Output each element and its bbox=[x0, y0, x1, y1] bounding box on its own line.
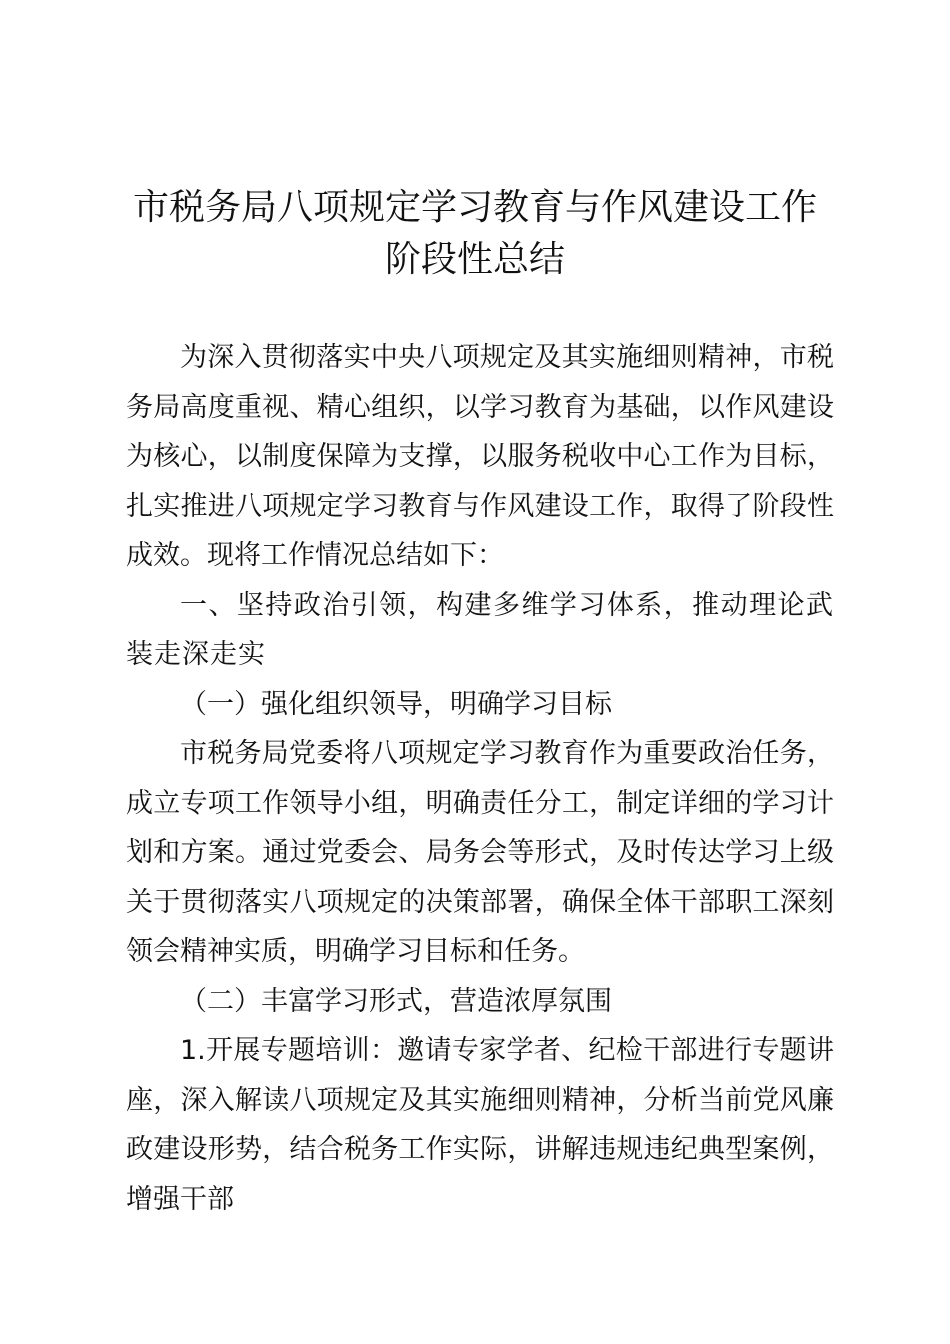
subsection-heading-2: （二）丰富学习形式，营造浓厚氛围 bbox=[180, 985, 612, 1017]
body-paragraph-1: 市税务局党委将八项规定学习教育作为重要政治任务，成立专项工作领导小组，明确责任分工，制定详细的学习计划和方案。通过党委会、局务会等形式，及时传达学习上级关于贯彻落实八项规定的决策部署，确保全体干部职工深刻领会精神实质，明确学习目标和任务。 bbox=[126, 738, 834, 967]
section-heading-1: 一、坚持政治引领，构建多维学习体系，推动理论武装走深走实 bbox=[126, 589, 834, 670]
subsection-heading-1: （一）强化组织领导，明确学习目标 bbox=[180, 688, 612, 720]
intro-paragraph: 为深入贯彻落实中央八项规定及其实施细则精神，市税务局高度重视、精心组织，以学习教育为基础，以作风建设为核心，以制度保障为支撑，以服务税收中心工作为目标，扎实推进八项规定学习教育与作风建设工作，取得了阶段性成效。现将工作情况总结如下： bbox=[126, 342, 834, 571]
body-paragraph-2: 1.开展专题培训：邀请专家学者、纪检干部进行专题讲座，深入解读八项规定及其实施细则精神，分析当前党风廉政建设形势，结合税务工作实际，讲解违规违纪典型案例，增强干部 bbox=[126, 1035, 834, 1215]
document-title: 市税务局八项规定学习教育与作风建设工作阶段性总结 bbox=[132, 187, 817, 280]
document-body bbox=[126, 333, 834, 1224]
